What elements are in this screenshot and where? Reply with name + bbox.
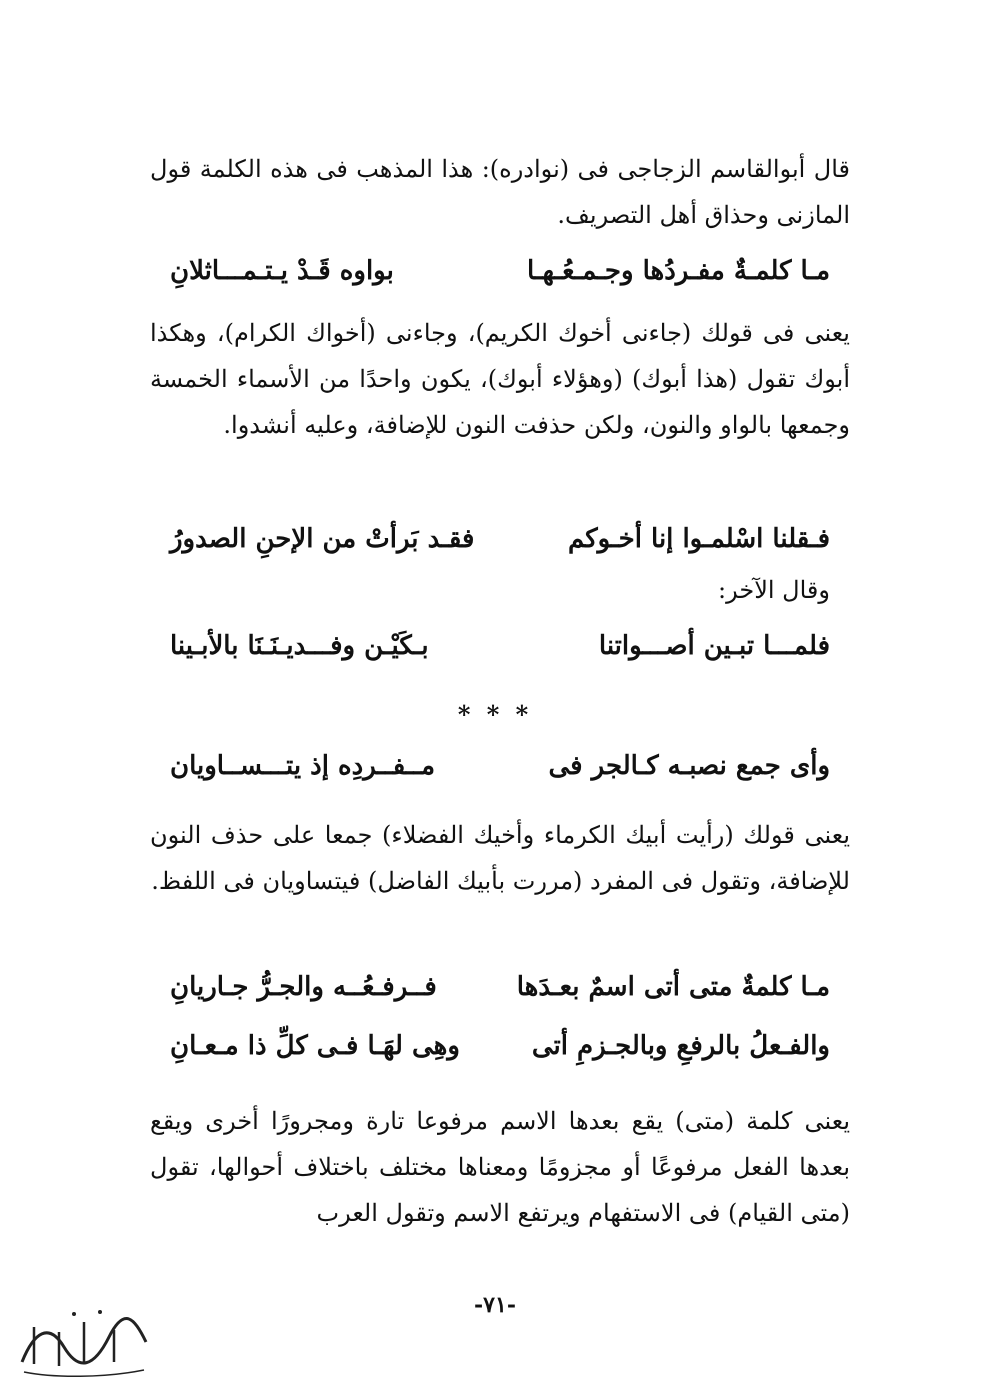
verse-2-second-hemistich: فقـد بَرأتْ من الإحنِ الصدورُ — [170, 524, 475, 554]
verse-4-first-hemistich: وأى جمع نصبـه كـالجر فى — [548, 751, 830, 781]
verse-1 — [170, 247, 830, 295]
verse-1-second-hemistich: بواوه قَـدْ يـتـمـــاثلانِ — [170, 256, 394, 286]
verse-5 — [170, 963, 830, 1011]
section-separator: * * * — [457, 700, 533, 729]
library-stamp-logo — [14, 1292, 154, 1382]
verse-2-first-hemistich: فـقلنا اسْلمـوا إنا أخـوكم — [567, 524, 830, 554]
verse-6-second-hemistich: وهِى لهَـا فـى كلِّ ذا مـعـانِ — [170, 1031, 460, 1061]
intro-line: وقال الآخر: — [718, 576, 830, 604]
page-number: -٧١- — [474, 1292, 516, 1318]
verse-5-first-hemistich: مـا كلمةٌ متى أتى اسمٌ بعـدَها — [516, 972, 830, 1002]
verse-1-first-hemistich: مـا كلمـةٌ مفـردُها وجـمـعُـهـا — [526, 256, 830, 286]
paragraph-2: يعنى فى قولك (جاءنى أخوك الكريم)، وجاءنى (أخواك الكرام)، وهكذا أبوك تقول (هذا أبوك) (وهؤلاء أبوك)، يكون واحدًا من الأسماء الخمسة وجمعها بالواو والنون، ولكن حذفت النون للإضافة، وعليه أنشدوا. — [150, 319, 850, 439]
verse-4 — [170, 742, 830, 790]
verse-3-first-hemistich: فلمـــا تبـين أصـــواتنا — [598, 631, 830, 661]
verse-4-second-hemistich: مــفــردِه إذ يتـــســاويان — [170, 751, 436, 781]
paragraph-3: يعنى قولك (رأيت أبيك الكرماء وأخيك الفضلاء) جمعا على حذف النون للإضافة، وتقول فى المفرد (مررت بأبيك الفاضل) فيتساويان فى اللفظ. — [150, 821, 850, 895]
paragraph-1: قال أبوالقاسم الزجاجى فى (نوادره): هذا المذهب فى هذه الكلمة قول المازنى وحذاق أهل التصريف. — [150, 155, 850, 229]
verse-3 — [170, 622, 830, 670]
verse-2 — [170, 515, 830, 563]
verse-5-second-hemistich: فــرفـعُــه والجـرُّ جـاريانِ — [170, 972, 437, 1002]
verse-3-second-hemistich: بـكَيْـن وفـــديـنَـنَا بالأبـينا — [170, 631, 429, 661]
paragraph-4: يعنى كلمة (متى) يقع بعدها الاسم مرفوعا تارة ومجرورًا أخرى ويقع بعدها الفعل مرفوعًا أو مجزومًا ومعناها مختلف باختلاف أحوالها، تقول (متى القيام) فى الاستفهام ويرتفع الاسم وتقول العرب — [150, 1107, 850, 1227]
verse-6 — [170, 1022, 830, 1070]
verse-6-first-hemistich: والفـعلُ بالرفعِ وبالجـزمِ أتى — [531, 1031, 830, 1061]
